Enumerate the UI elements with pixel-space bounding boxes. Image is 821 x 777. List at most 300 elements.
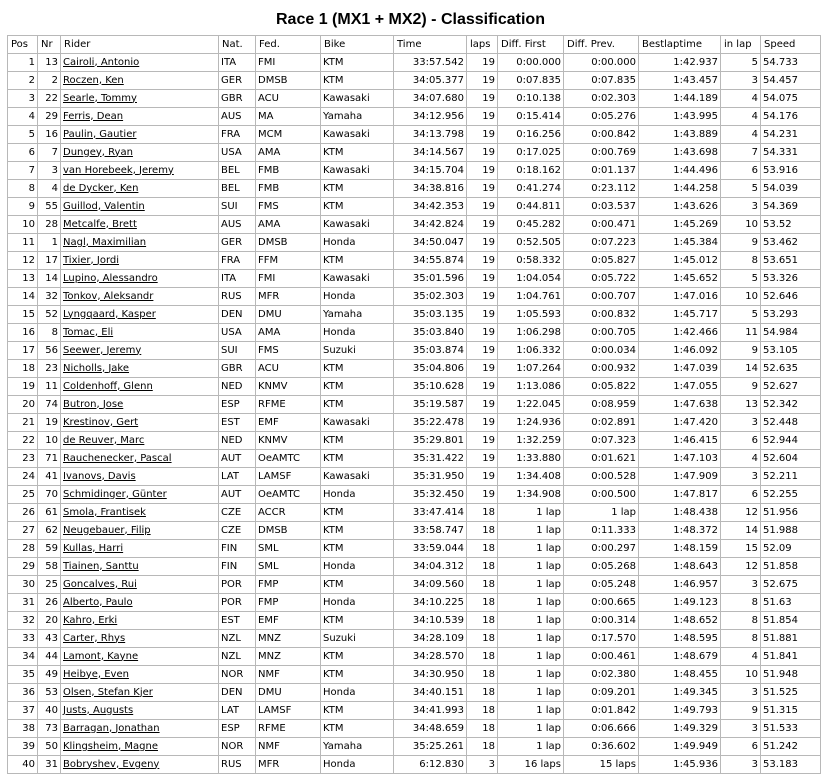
header-pos: Pos (8, 36, 38, 54)
rider-link[interactable]: Paulin, Gautier (63, 128, 137, 140)
cell-in-lap: 3 (721, 756, 761, 774)
cell-fed: NMF (256, 666, 321, 684)
cell-fed: ACU (256, 360, 321, 378)
cell-diff-prev: 15 laps (564, 756, 639, 774)
cell-diff-prev: 0:09.201 (564, 684, 639, 702)
cell-laps: 18 (467, 630, 498, 648)
rider-link[interactable]: Neugebauer, Filip (63, 524, 151, 536)
cell-bestlaptime: 1:43.889 (639, 126, 721, 144)
cell-pos: 23 (8, 450, 38, 468)
cell-bike: Yamaha (321, 738, 394, 756)
cell-rider (61, 378, 219, 396)
table-row (8, 72, 821, 90)
cell-speed: 52.255 (761, 486, 821, 504)
cell-nat: AUT (219, 450, 256, 468)
cell-pos: 3 (8, 90, 38, 108)
rider-link[interactable]: Seewer, Jeremy (63, 344, 142, 356)
cell-nat: SUI (219, 342, 256, 360)
cell-in-lap: 3 (721, 576, 761, 594)
header-in-lap: in lap (721, 36, 761, 54)
cell-nr: 59 (38, 540, 61, 558)
rider-link[interactable]: Nicholls, Jake (63, 362, 130, 374)
cell-time: 34:50.047 (394, 234, 467, 252)
cell-diff-prev: 0:08.959 (564, 396, 639, 414)
cell-rider (61, 414, 219, 432)
cell-bestlaptime: 1:45.384 (639, 234, 721, 252)
cell-fed: MCM (256, 126, 321, 144)
cell-bestlaptime: 1:47.638 (639, 396, 721, 414)
cell-in-lap: 3 (721, 72, 761, 90)
rider-link[interactable]: Lyngqaard, Kasper (63, 308, 156, 320)
cell-time: 35:03.840 (394, 324, 467, 342)
table-row (8, 666, 821, 684)
cell-bestlaptime: 1:48.595 (639, 630, 721, 648)
cell-time: 34:04.312 (394, 558, 467, 576)
cell-nat: AUS (219, 216, 256, 234)
cell-bike: Kawasaki (321, 270, 394, 288)
cell-pos: 21 (8, 414, 38, 432)
cell-diff-first: 1 lap (498, 612, 564, 630)
cell-speed: 51.525 (761, 684, 821, 702)
cell-nat: ITA (219, 270, 256, 288)
cell-pos: 13 (8, 270, 38, 288)
cell-nat: POR (219, 594, 256, 612)
cell-diff-prev: 0:07.323 (564, 432, 639, 450)
cell-bike: KTM (321, 576, 394, 594)
cell-bestlaptime: 1:48.372 (639, 522, 721, 540)
cell-bike: Kawasaki (321, 162, 394, 180)
cell-nr: 62 (38, 522, 61, 540)
cell-in-lap: 4 (721, 90, 761, 108)
cell-nat: ESP (219, 720, 256, 738)
cell-nr: 58 (38, 558, 61, 576)
cell-rider (61, 288, 219, 306)
cell-bike: Honda (321, 756, 394, 774)
rider-link[interactable]: Ivanovs, Davis (63, 470, 136, 482)
cell-fed: FMI (256, 270, 321, 288)
table-row (8, 90, 821, 108)
rider-link[interactable]: Butron, Jose (63, 398, 124, 410)
cell-diff-first: 1:24.936 (498, 414, 564, 432)
cell-fed: FMI (256, 54, 321, 72)
table-row (8, 396, 821, 414)
cell-in-lap: 6 (721, 738, 761, 756)
rider-link[interactable]: Cairoli, Antonio (63, 56, 140, 68)
cell-diff-prev: 0:05.268 (564, 558, 639, 576)
cell-bestlaptime: 1:48.643 (639, 558, 721, 576)
cell-pos: 36 (8, 684, 38, 702)
cell-nr: 61 (38, 504, 61, 522)
cell-bike: Honda (321, 486, 394, 504)
cell-bestlaptime: 1:44.189 (639, 90, 721, 108)
cell-time: 33:58.747 (394, 522, 467, 540)
cell-bestlaptime: 1:48.652 (639, 612, 721, 630)
cell-bike: KTM (321, 54, 394, 72)
cell-laps: 18 (467, 558, 498, 576)
cell-speed: 54.733 (761, 54, 821, 72)
rider-link[interactable]: Searle, Tommy (63, 92, 137, 104)
cell-pos: 30 (8, 576, 38, 594)
cell-diff-first: 1 lap (498, 630, 564, 648)
cell-pos: 5 (8, 126, 38, 144)
rider-link[interactable]: Smola, Frantisek (63, 506, 146, 518)
cell-fed: OeAMTC (256, 450, 321, 468)
cell-laps: 19 (467, 198, 498, 216)
cell-rider (61, 504, 219, 522)
cell-nat: USA (219, 324, 256, 342)
rider-link[interactable]: Kahro, Erki (63, 614, 118, 626)
rider-link[interactable]: Guillod, Valentin (63, 200, 145, 212)
cell-laps: 19 (467, 396, 498, 414)
cell-diff-first: 1:22.045 (498, 396, 564, 414)
cell-in-lap: 8 (721, 252, 761, 270)
cell-time: 35:31.950 (394, 468, 467, 486)
rider-link[interactable]: Schmidinger, Günter (63, 488, 167, 500)
cell-pos: 40 (8, 756, 38, 774)
table-row (8, 54, 821, 72)
cell-diff-prev: 0:00.034 (564, 342, 639, 360)
cell-diff-first: 1:04.761 (498, 288, 564, 306)
cell-fed: DMSB (256, 234, 321, 252)
cell-fed: FMS (256, 342, 321, 360)
rider-link[interactable]: Metcalfe, Brett (63, 218, 137, 230)
cell-bike: Suzuki (321, 342, 394, 360)
cell-rider (61, 234, 219, 252)
rider-link[interactable]: Tonkov, Aleksandr (63, 290, 154, 302)
rider-link[interactable]: Alberto, Paulo (63, 596, 133, 608)
cell-speed: 53.293 (761, 306, 821, 324)
cell-diff-prev: 0:00.842 (564, 126, 639, 144)
cell-laps: 19 (467, 486, 498, 504)
cell-nat: NZL (219, 630, 256, 648)
cell-laps: 18 (467, 504, 498, 522)
cell-diff-first: 1 lap (498, 648, 564, 666)
cell-laps: 18 (467, 594, 498, 612)
cell-nr: 52 (38, 306, 61, 324)
cell-fed: FMP (256, 576, 321, 594)
cell-bestlaptime: 1:47.039 (639, 360, 721, 378)
cell-diff-prev: 0:00.832 (564, 306, 639, 324)
cell-rider (61, 54, 219, 72)
rider-link[interactable]: Tiainen, Santtu (63, 560, 139, 572)
cell-bestlaptime: 1:47.103 (639, 450, 721, 468)
cell-diff-first: 1 lap (498, 558, 564, 576)
cell-rider (61, 180, 219, 198)
rider-link[interactable]: Ferris, Dean (63, 110, 124, 122)
table-row (8, 378, 821, 396)
cell-nat: ITA (219, 54, 256, 72)
cell-rider (61, 270, 219, 288)
cell-in-lap: 7 (721, 144, 761, 162)
cell-bestlaptime: 1:45.269 (639, 216, 721, 234)
cell-in-lap: 12 (721, 558, 761, 576)
rider-link[interactable]: Coldenhoff, Glenn (63, 380, 153, 392)
cell-diff-prev: 0:05.822 (564, 378, 639, 396)
cell-fed: AMA (256, 324, 321, 342)
rider-link[interactable]: Carter, Rhys (63, 632, 126, 644)
cell-in-lap: 15 (721, 540, 761, 558)
cell-pos: 35 (8, 666, 38, 684)
rider-link[interactable]: de Reuver, Marc (63, 434, 145, 446)
cell-in-lap: 5 (721, 270, 761, 288)
cell-diff-first: 0:00.000 (498, 54, 564, 72)
cell-rider (61, 540, 219, 558)
cell-rider (61, 72, 219, 90)
cell-time: 34:48.659 (394, 720, 467, 738)
rider-link[interactable]: Krestinov, Gert (63, 416, 139, 428)
cell-diff-first: 0:58.332 (498, 252, 564, 270)
cell-pos: 28 (8, 540, 38, 558)
cell-time: 34:13.798 (394, 126, 467, 144)
cell-time: 35:31.422 (394, 450, 467, 468)
cell-diff-prev: 0:00.769 (564, 144, 639, 162)
table-row (8, 252, 821, 270)
cell-pos: 24 (8, 468, 38, 486)
cell-diff-first: 1:06.298 (498, 324, 564, 342)
cell-diff-prev: 0:00.471 (564, 216, 639, 234)
table-row (8, 720, 821, 738)
table-row (8, 612, 821, 630)
cell-time: 34:42.353 (394, 198, 467, 216)
cell-nr: 43 (38, 630, 61, 648)
cell-bike: Honda (321, 234, 394, 252)
cell-nr: 56 (38, 342, 61, 360)
cell-bike: KTM (321, 720, 394, 738)
rider-link[interactable]: Klingsheim, Magne (63, 740, 158, 752)
cell-in-lap: 3 (721, 684, 761, 702)
cell-time: 34:41.993 (394, 702, 467, 720)
cell-bestlaptime: 1:42.466 (639, 324, 721, 342)
cell-time: 35:29.801 (394, 432, 467, 450)
cell-speed: 52.944 (761, 432, 821, 450)
cell-bike: KTM (321, 702, 394, 720)
cell-time: 33:57.542 (394, 54, 467, 72)
cell-rider (61, 252, 219, 270)
rider-link[interactable]: Lupino, Alessandro (63, 272, 158, 284)
cell-diff-first: 1:32.259 (498, 432, 564, 450)
cell-laps: 19 (467, 342, 498, 360)
cell-time: 34:38.816 (394, 180, 467, 198)
table-row (8, 594, 821, 612)
cell-speed: 54.369 (761, 198, 821, 216)
cell-bike: Honda (321, 324, 394, 342)
table-row (8, 630, 821, 648)
cell-pos: 15 (8, 306, 38, 324)
rider-link[interactable]: van Horebeek, Jeremy (63, 164, 174, 176)
cell-diff-prev: 0:07.223 (564, 234, 639, 252)
cell-bestlaptime: 1:43.626 (639, 198, 721, 216)
cell-rider (61, 756, 219, 774)
cell-diff-prev: 0:36.602 (564, 738, 639, 756)
cell-diff-first: 1 lap (498, 666, 564, 684)
cell-fed: ACU (256, 90, 321, 108)
table-row (8, 126, 821, 144)
cell-rider (61, 432, 219, 450)
rider-link[interactable]: Justs, Augusts (63, 704, 134, 716)
cell-fed: OeAMTC (256, 486, 321, 504)
rider-link[interactable]: Rauchenecker, Pascal (63, 452, 172, 464)
cell-bestlaptime: 1:48.679 (639, 648, 721, 666)
cell-diff-prev: 0:00.705 (564, 324, 639, 342)
cell-nr: 22 (38, 90, 61, 108)
cell-rider (61, 360, 219, 378)
cell-diff-prev: 0:00.461 (564, 648, 639, 666)
cell-speed: 51.533 (761, 720, 821, 738)
table-row (8, 702, 821, 720)
cell-speed: 54.075 (761, 90, 821, 108)
cell-nr: 71 (38, 450, 61, 468)
cell-bike: KTM (321, 648, 394, 666)
cell-rider (61, 342, 219, 360)
cell-pos: 9 (8, 198, 38, 216)
cell-diff-first: 0:52.505 (498, 234, 564, 252)
cell-diff-prev: 0:01.137 (564, 162, 639, 180)
cell-in-lap: 3 (721, 198, 761, 216)
rider-link[interactable]: Lamont, Kayne (63, 650, 139, 662)
cell-nat: FIN (219, 558, 256, 576)
rider-link[interactable]: Olsen, Stefan Kjer (63, 686, 153, 698)
cell-pos: 11 (8, 234, 38, 252)
cell-rider (61, 702, 219, 720)
cell-nr: 2 (38, 72, 61, 90)
cell-bike: KTM (321, 378, 394, 396)
rider-link[interactable]: Dungey, Ryan (63, 146, 133, 158)
cell-in-lap: 9 (721, 378, 761, 396)
cell-diff-first: 1 lap (498, 522, 564, 540)
cell-nr: 1 (38, 234, 61, 252)
table-row (8, 180, 821, 198)
cell-fed: SML (256, 558, 321, 576)
rider-link[interactable]: Roczen, Ken (63, 74, 124, 86)
cell-rider (61, 90, 219, 108)
cell-nat: EST (219, 414, 256, 432)
cell-rider (61, 558, 219, 576)
cell-fed: MFR (256, 288, 321, 306)
cell-in-lap: 4 (721, 450, 761, 468)
cell-nr: 13 (38, 54, 61, 72)
cell-speed: 51.242 (761, 738, 821, 756)
cell-speed: 51.881 (761, 630, 821, 648)
cell-nr: 8 (38, 324, 61, 342)
cell-speed: 52.627 (761, 378, 821, 396)
cell-in-lap: 3 (721, 720, 761, 738)
cell-laps: 19 (467, 414, 498, 432)
cell-nr: 4 (38, 180, 61, 198)
cell-rider (61, 126, 219, 144)
cell-laps: 19 (467, 432, 498, 450)
cell-laps: 19 (467, 144, 498, 162)
cell-nat: AUS (219, 108, 256, 126)
rider-link[interactable]: Tomac, Eli (63, 326, 114, 338)
cell-nr: 31 (38, 756, 61, 774)
rider-link[interactable]: Tixier, Jordi (63, 254, 120, 266)
table-row (8, 306, 821, 324)
cell-fed: FFM (256, 252, 321, 270)
cell-rider (61, 468, 219, 486)
cell-nr: 25 (38, 576, 61, 594)
rider-link[interactable]: de Dycker, Ken (63, 182, 139, 194)
cell-nr: 40 (38, 702, 61, 720)
cell-fed: KNMV (256, 432, 321, 450)
cell-nr: 74 (38, 396, 61, 414)
cell-nr: 70 (38, 486, 61, 504)
cell-bike: Kawasaki (321, 216, 394, 234)
cell-rider (61, 576, 219, 594)
cell-laps: 18 (467, 702, 498, 720)
cell-nat: AUT (219, 486, 256, 504)
cell-in-lap: 10 (721, 666, 761, 684)
cell-diff-first: 1 lap (498, 702, 564, 720)
cell-diff-prev: 0:05.248 (564, 576, 639, 594)
cell-time: 34:10.539 (394, 612, 467, 630)
cell-laps: 18 (467, 666, 498, 684)
cell-laps: 19 (467, 180, 498, 198)
cell-speed: 52.646 (761, 288, 821, 306)
cell-time: 34:14.567 (394, 144, 467, 162)
cell-pos: 4 (8, 108, 38, 126)
cell-fed: MA (256, 108, 321, 126)
cell-speed: 53.462 (761, 234, 821, 252)
rider-link[interactable]: Bobryshev, Evgeny (63, 758, 160, 770)
cell-speed: 54.231 (761, 126, 821, 144)
page-title: Race 1 (MX1 + MX2) - Classification (276, 11, 545, 28)
cell-diff-prev: 0:00.000 (564, 54, 639, 72)
rider-link[interactable]: Heibye, Even (63, 668, 129, 680)
cell-fed: LAMSF (256, 468, 321, 486)
cell-bike: KTM (321, 396, 394, 414)
cell-in-lap: 14 (721, 522, 761, 540)
cell-rider (61, 108, 219, 126)
cell-time: 35:01.596 (394, 270, 467, 288)
cell-in-lap: 9 (721, 702, 761, 720)
cell-fed: AMA (256, 144, 321, 162)
cell-bestlaptime: 1:45.936 (639, 756, 721, 774)
cell-laps: 19 (467, 360, 498, 378)
cell-fed: EMF (256, 612, 321, 630)
cell-in-lap: 4 (721, 648, 761, 666)
rider-link[interactable]: Kullas, Harri (63, 542, 124, 554)
cell-nat: BEL (219, 162, 256, 180)
cell-nat: FRA (219, 252, 256, 270)
cell-diff-prev: 0:05.827 (564, 252, 639, 270)
cell-bike: KTM (321, 144, 394, 162)
cell-bestlaptime: 1:49.329 (639, 720, 721, 738)
cell-bestlaptime: 1:42.937 (639, 54, 721, 72)
cell-laps: 19 (467, 90, 498, 108)
table-row (8, 468, 821, 486)
cell-diff-prev: 0:05.276 (564, 108, 639, 126)
cell-pos: 29 (8, 558, 38, 576)
cell-fed: FMS (256, 198, 321, 216)
cell-nr: 10 (38, 432, 61, 450)
cell-bike: Kawasaki (321, 414, 394, 432)
cell-laps: 19 (467, 288, 498, 306)
rider-link[interactable]: Nagl, Maximilian (63, 236, 147, 248)
cell-time: 34:42.824 (394, 216, 467, 234)
rider-link[interactable]: Barragan, Jonathan (63, 722, 160, 734)
cell-laps: 18 (467, 684, 498, 702)
header-nr: Nr (38, 36, 61, 54)
cell-rider (61, 738, 219, 756)
cell-diff-first: 0:18.162 (498, 162, 564, 180)
cell-in-lap: 11 (721, 324, 761, 342)
header-bestlaptime: Bestlaptime (639, 36, 721, 54)
cell-speed: 52.675 (761, 576, 821, 594)
rider-link[interactable]: Goncalves, Rui (63, 578, 137, 590)
cell-diff-prev: 0:00.314 (564, 612, 639, 630)
cell-bestlaptime: 1:48.159 (639, 540, 721, 558)
cell-nr: 23 (38, 360, 61, 378)
